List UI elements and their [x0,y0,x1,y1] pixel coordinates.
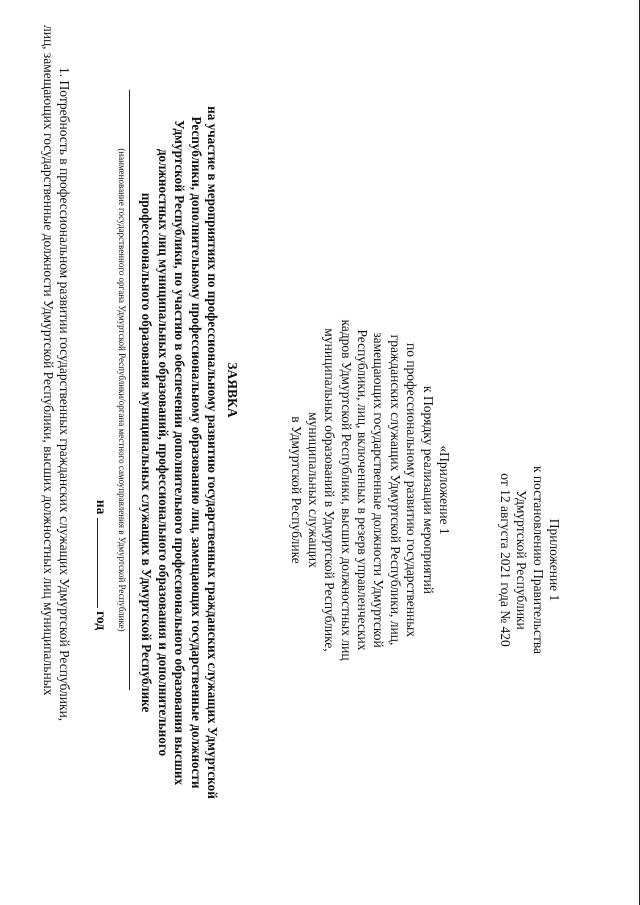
appendix-date: от 12 августа 2021 года № 420 [497,473,513,647]
subtitle-line: Удмуртской Республики, по участию в обеспечении дополнительного профессионального образования высших [172,119,188,786]
year-suffix: год [94,611,109,631]
appendix-procedure-line: Республики, лиц, включенных в резерв управленческих [354,329,370,651]
appendix-procedure-line: к Порядку реализации мероприятий [420,386,436,594]
appendix-title: Приложение 1 [547,518,562,602]
item-1-line: 1. Потребность в профессиональном развитии государственных гражданских служащих Удмуртской Республики, [57,67,72,722]
subtitle-line: профессионального образования муниципальных служащих в Удмуртской Республике [139,192,155,713]
appendix-procedure-line: «Приложение 1 [437,445,452,535]
appendix-procedure-line: замещающих государственные должности Удмуртской [371,332,387,648]
organization-fill-line [129,90,130,690]
appendix-procedure-line: в Удмуртской Республике [289,416,305,564]
item-1-paragraph [39,25,72,880]
appendix-procedure-line: кадров Удмуртской Республики, высших должностных лиц [338,319,354,661]
appendix-procedure-line: гражданских служащих Удмуртской Республики, лиц, [387,334,403,646]
appendix-procedure-line: муниципальных образований в Удмуртской Республике, [322,328,338,652]
subtitle-line: должностных лиц муниципальных образований, профессионального образования и дополнительного [155,148,171,757]
appendix-to-procedure [288,190,452,790]
appendix-header [496,260,562,860]
appendix-procedure-line: муниципальных служащих [305,412,321,568]
year-line [93,430,110,700]
document-title: ЗАЯВКА [225,362,240,418]
appendix-line: Удмуртской Республики [514,490,530,630]
document-subtitle [138,0,220,905]
appendix-procedure-line: по профессиональному развитию государственных [404,342,420,638]
subtitle-line: на участие в мероприятиях по профессиональному развитию государственных гражданских служащих Удмуртской [205,106,220,799]
appendix-line: к постановлению Правительства [530,465,546,655]
year-blank [97,518,110,608]
organization-caption: (наименование государственного органа Удмуртской Республики/органа местного самоуправления в Удмуртской Республике) [117,148,127,632]
item-1-line: лиц, замещающих государственные должности Удмуртской Республики, высших должностных лиц муниципальных [40,25,56,696]
subtitle-line: Республики, дополнительному профессиональному образованию лиц, замещающих государственные должности [188,116,204,789]
year-prefix: на [94,499,109,515]
